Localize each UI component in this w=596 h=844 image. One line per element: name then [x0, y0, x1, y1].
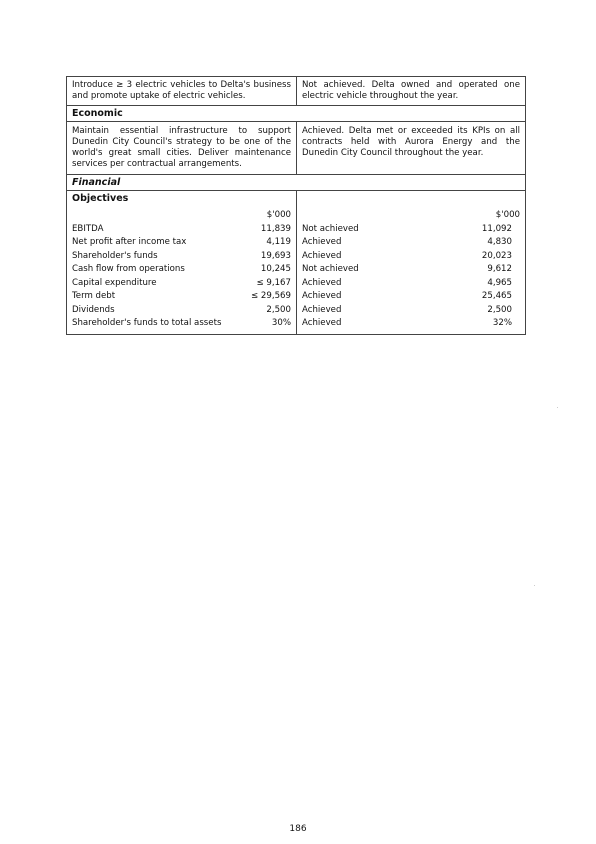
- metric-status: Not achieved: [302, 223, 359, 234]
- table-row: [67, 77, 525, 106]
- financial-row: [72, 223, 291, 237]
- financial-actuals: [297, 191, 525, 334]
- metric-status: Not achieved: [302, 264, 359, 274]
- metric-status: Achieved: [302, 304, 342, 315]
- financial-row: [72, 304, 291, 318]
- section-heading-economic: Economic: [67, 106, 525, 122]
- metric-status: Achieved: [302, 237, 342, 247]
- metric-target: 2,500: [266, 304, 291, 315]
- metric-actual: 9,612: [487, 264, 512, 274]
- financial-block: [67, 191, 525, 334]
- financial-row: [302, 223, 520, 237]
- metric-name: Dividends: [72, 304, 115, 315]
- objective-text: Introduce ≥ 3 electric vehicles to Delta's business and promote uptake of electric vehicles.: [67, 77, 297, 105]
- metric-target: ≤ 29,569: [250, 291, 291, 301]
- financial-row: [302, 290, 520, 304]
- page-number: 186: [289, 824, 307, 834]
- financial-row: [72, 290, 291, 304]
- table-row: [67, 122, 525, 175]
- financial-targets: [67, 191, 297, 334]
- metric-status: Achieved: [302, 291, 342, 301]
- metric-actual: 4,830: [487, 237, 512, 247]
- metric-actual: 4,965: [487, 277, 512, 288]
- metric-name: Net profit after income tax: [72, 237, 187, 247]
- financial-row: [302, 250, 520, 264]
- unit-label: $'000: [495, 210, 520, 220]
- metric-actual: 2,500: [487, 304, 512, 315]
- objectives-table: [66, 76, 526, 335]
- metric-target: 19,693: [260, 250, 291, 261]
- metric-name: Term debt: [72, 291, 116, 301]
- financial-row: [302, 236, 520, 250]
- metric-name: Capital expenditure: [72, 277, 157, 288]
- financial-row: [72, 317, 291, 331]
- metric-actual: 25,465: [481, 291, 512, 301]
- outcome-text: Achieved. Delta met or exceeded its KPIs on all contracts held with Aurora Energy and the Dunedin City Council throughout the year.: [302, 126, 520, 158]
- metric-status: Achieved: [302, 250, 342, 261]
- metric-target: 10,245: [260, 264, 291, 274]
- outcome-text: Not achieved. Delta owned and operated one electric vehicle throughout the year.: [302, 80, 520, 101]
- financial-row: [302, 304, 520, 318]
- metric-target: 30%: [271, 318, 291, 328]
- financial-row: [72, 250, 291, 264]
- objective-text: Maintain essential infrastructure to support Dunedin City Council's strategy to be one of the world's great small cities. Deliver maintenance services per contractual arrangements.: [67, 122, 297, 174]
- objectives-label: Objectives: [72, 193, 129, 204]
- metric-status: Achieved: [302, 318, 342, 328]
- metric-target: 11,839: [260, 223, 291, 234]
- financial-row: [302, 263, 520, 277]
- section-heading-financial: Financial: [67, 175, 525, 191]
- financial-row: [302, 277, 520, 291]
- metric-name: Shareholder's funds: [72, 250, 158, 261]
- financial-row: [72, 236, 291, 250]
- metric-actual: 32%: [492, 318, 512, 328]
- metric-name: Cash flow from operations: [72, 264, 185, 274]
- financial-row: [72, 277, 291, 291]
- financial-row: [302, 317, 520, 331]
- metric-name: EBITDA: [72, 223, 104, 234]
- metric-target: ≤ 9,167: [256, 277, 291, 288]
- metric-actual: 20,023: [481, 250, 512, 261]
- metric-status: Achieved: [302, 277, 342, 288]
- metric-actual: 11,092: [481, 223, 512, 234]
- metric-name: Shareholder's funds to total assets: [72, 318, 222, 328]
- metric-target: 4,119: [266, 237, 291, 247]
- financial-row: [72, 263, 291, 277]
- unit-label: $'000: [266, 210, 291, 220]
